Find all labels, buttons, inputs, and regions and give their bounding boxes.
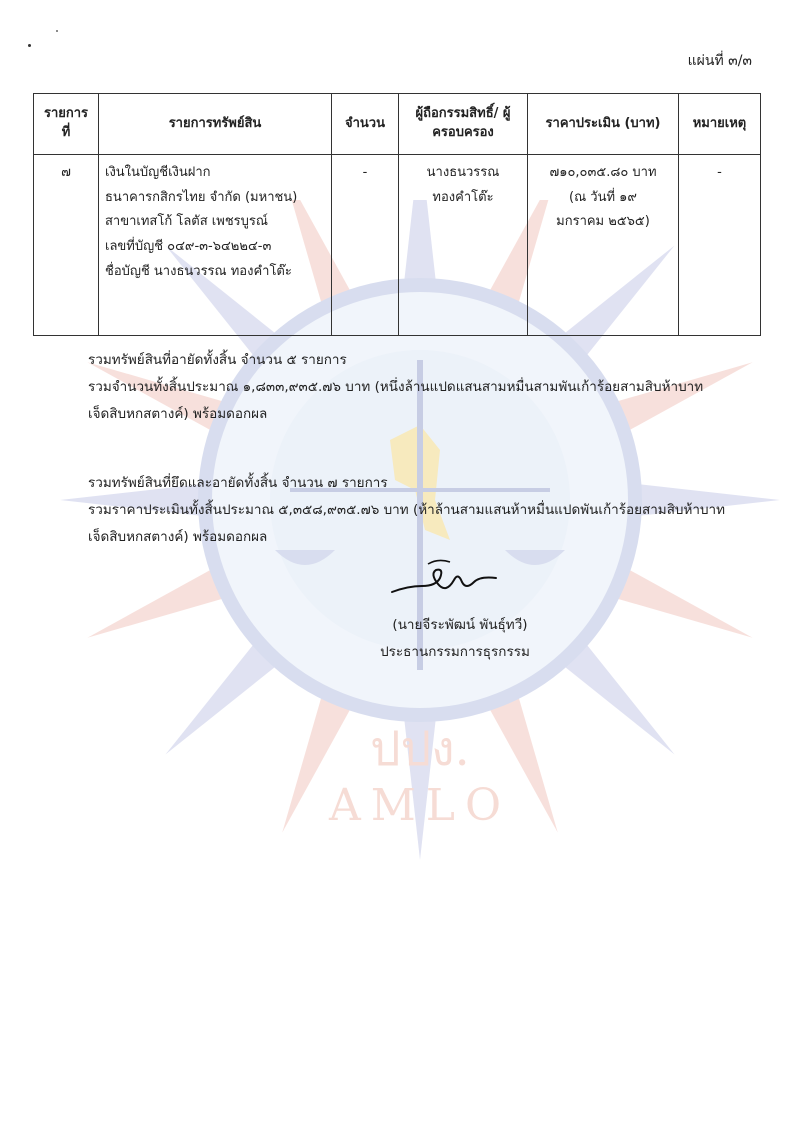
summary-frozen-assets: [88, 347, 703, 428]
col-header-quantity: จำนวน: [332, 94, 399, 155]
col-header-no: [34, 94, 99, 155]
holder-line: นางธนวรรณ: [426, 165, 500, 180]
table-header-row: [34, 94, 761, 155]
col-header-holder: ผู้ถือกรรมสิทธิ์/ ผู้ครอบครอง: [399, 94, 528, 155]
cell-value: [528, 155, 679, 336]
cell-no: ๗: [34, 155, 99, 336]
cell-quantity: -: [332, 155, 399, 336]
table-row: [34, 155, 761, 336]
holder-line: ทองคำโต๊ะ: [432, 189, 494, 205]
description-line: ชื่อบัญชี นางธนวรรณ ทองคำโต๊ะ: [105, 263, 292, 279]
description-line: สาขาเทสโก้ โลตัส เพชรบูรณ์: [105, 214, 268, 230]
cell-description: [99, 155, 332, 336]
wm-abbr-en: AMLO: [328, 780, 512, 831]
wm-abbr-th: ปปง.: [370, 721, 470, 777]
col-header-description: รายการทรัพย์สิน: [99, 94, 332, 155]
scan-speck: [56, 30, 58, 32]
scan-speck: [28, 44, 31, 47]
header-label: รายการ ที่: [43, 106, 89, 140]
value-line: ๗๑๐,๐๓๕.๘๐ บาท: [549, 165, 657, 180]
asset-table: [33, 93, 761, 336]
summary-line: รวมทรัพย์สินที่ยึดและอายัดทั้งสิ้น จำนวน ๗ รายการ: [88, 475, 388, 491]
summary-line: เจ็ดสิบหกสตางค์) พร้อมดอกผล: [88, 529, 268, 545]
signature-block: [380, 612, 540, 666]
summary-line: รวมราคาประเมินทั้งสิ้นประมาณ ๕,๓๕๘,๙๓๕.๗๖ บาท (ห้าล้านสามแสนห้าหมื่นแปดพันเก้าร้อยสามสิบห้าบาท: [88, 502, 726, 518]
summary-line: เจ็ดสิบหกสตางค์) พร้อมดอกผล: [88, 406, 268, 422]
col-header-remark: หมายเหตุ: [679, 94, 761, 155]
cell-holder: [399, 155, 528, 336]
description-line: ธนาคารกสิกรไทย จำกัด (มหาชน): [105, 189, 298, 205]
summary-line: รวมจำนวนทั้งสิ้นประมาณ ๑,๘๓๓,๙๓๕.๗๖ บาท (หนึ่งล้านแปดแสนสามหมื่นสามพันเก้าร้อยสามสิบห้าบาท: [88, 379, 704, 395]
description-line: เงินในบัญชีเงินฝาก: [105, 165, 211, 180]
value-line: มกราคม ๒๕๖๕): [556, 214, 650, 230]
sheet-number: แผ่นที่ ๓/๓: [687, 53, 752, 69]
col-header-value: ราคาประเมิน (บาท): [528, 94, 679, 155]
summary-seized-assets: [88, 470, 725, 551]
value-line: (ณ วันที่ ๑๙: [569, 189, 637, 205]
summary-line: รวมทรัพย์สินที่อายัดทั้งสิ้น จำนวน ๕ รายการ: [88, 352, 347, 368]
cell-remark: -: [679, 155, 761, 336]
signer-position: ประธานกรรมการธุรกรรม: [380, 644, 530, 660]
signer-name: (นายจีระพัฒน์ พันธุ์ทวี): [392, 617, 528, 633]
handwritten-signature: [388, 556, 500, 604]
description-line: เลขที่บัญชี ๐๔๙-๓-๖๔๒๒๔-๓: [105, 239, 272, 255]
